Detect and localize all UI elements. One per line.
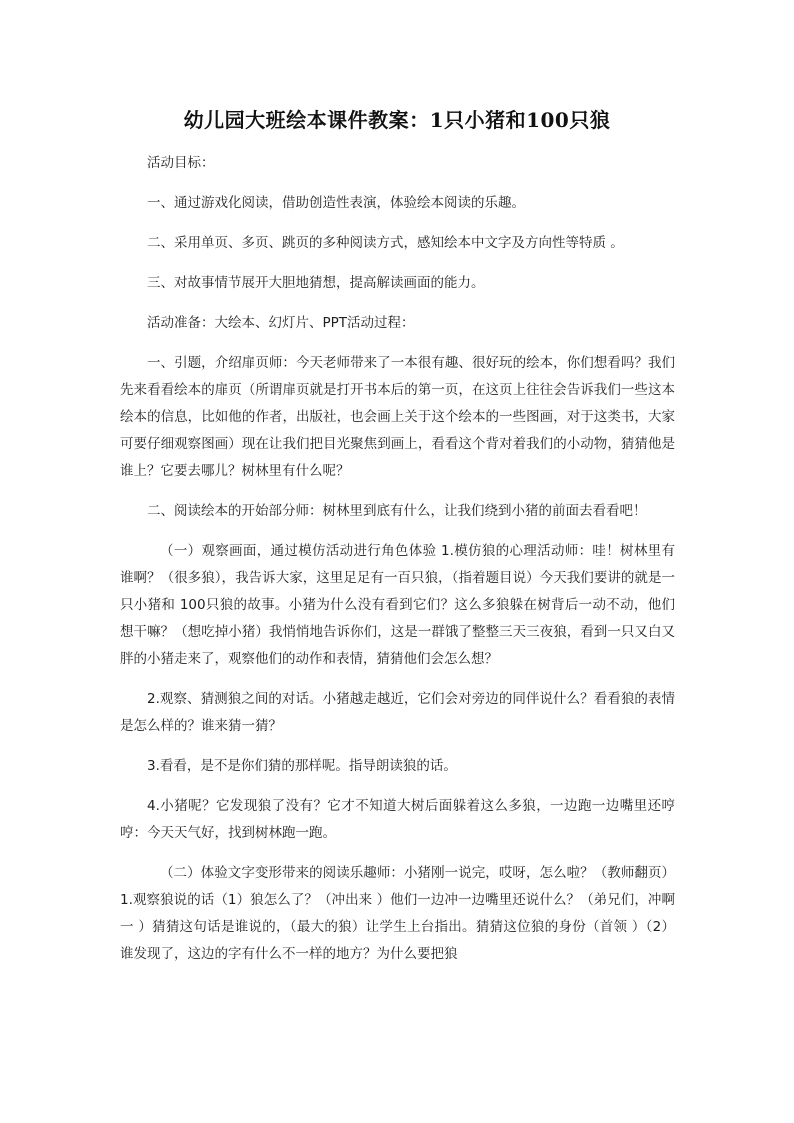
paragraph-step-1: 一、引题，介绍扉页师：今天老师带来了一本很有趣、很好玩的绘本，你们想看吗？我们先来看看绘本的扉页（所谓扉页就是打开书本后的第一页，在这页上往往会告诉我们一些这本绘本的信息，比如他的作者，出版社，也会画上关于这个绘本的一些图画，对于这类书，大家可要仔细观察图画）现在让我们把目光聚焦到画上，看看这个背对着我们的小动物，猜猜他是谁上？它要去哪儿？树林里有什么呢？ (120, 355, 675, 479)
document-body (120, 150, 675, 981)
paragraph-objective-3: 三、对故事情节展开大胆地猜想，提高解读画面的能力。 (147, 275, 485, 291)
paragraph-step-2-item-4: 4.小猪呢？它发现狼了没有？它才不知道大树后面躲着这么多狼，一边跑一边嘴里还哼哼：今天天气好，找到树林跑一跑。 (120, 798, 675, 841)
paragraph-step-2: 二、阅读绘本的开始部分师：树林里到底有什么，让我们绕到小猪的前面去看看吧！ (147, 503, 647, 519)
paragraph-preparation: 活动准备：大绘本、幻灯片、PPT活动过程： (147, 315, 415, 331)
paragraph-step-2-part-1: （一）观察画面，通过模仿活动进行角色体验 1.模仿狼的心理活动师：哇！树林里有谁啊？（很多狼），我告诉大家，这里足足有一百只狼，（指着题目说）今天我们要讲的就是一只小猪和 100只狼的故事。小猪为什么没有看到它们？这么多狼躲在树背后一动不动，他们想干嘛？（想吃掉小猪）我悄悄地告诉你们，这是一群饿了整整三天三夜狼，看到一只又白又胖的小猪走来了，观察他们的动作和表情，猜猜他们会怎么想？ (120, 543, 675, 667)
paragraph-step-2-item-2: 2.观察、猜测狼之间的对话。小猪越走越近，它们会对旁边的同伴说什么？看看狼的表情是怎么样的？谁来猜一猜？ (120, 691, 675, 734)
paragraph-objective-1: 一、通过游戏化阅读，借助创造性表演，体验绘本阅读的乐趣。 (147, 195, 525, 211)
document-title: 幼儿园大班绘本课件教案：1只小猪和100只狼 (183, 108, 611, 132)
paragraph-step-2-item-3: 3.看看，是不是你们猜的那样呢。指导朗读狼的话。 (147, 758, 457, 774)
paragraph-step-2-part-2: （二）体验文字变形带来的阅读乐趣师：小猪刚一说完，哎呀，怎么啦？（教师翻页）1.观察狼说的话（1）狼怎么了？（冲出来 ）他们一边冲一边嘴里还说什么？（弟兄们，冲啊 一 ）猜猜这句话是谁说的，（最大的狼）让学生上台指出。猜猜这位狼的身份（首领 ）（2）谁发现了，这边的字有什么不一样的地方？为什么要把狼 (120, 865, 675, 962)
paragraph-objectives-heading: 活动目标： (147, 155, 215, 171)
paragraph-objective-2: 二、采用单页、多页、跳页的多种阅读方式，感知绘本中文字及方向性等特质 。 (147, 235, 624, 251)
